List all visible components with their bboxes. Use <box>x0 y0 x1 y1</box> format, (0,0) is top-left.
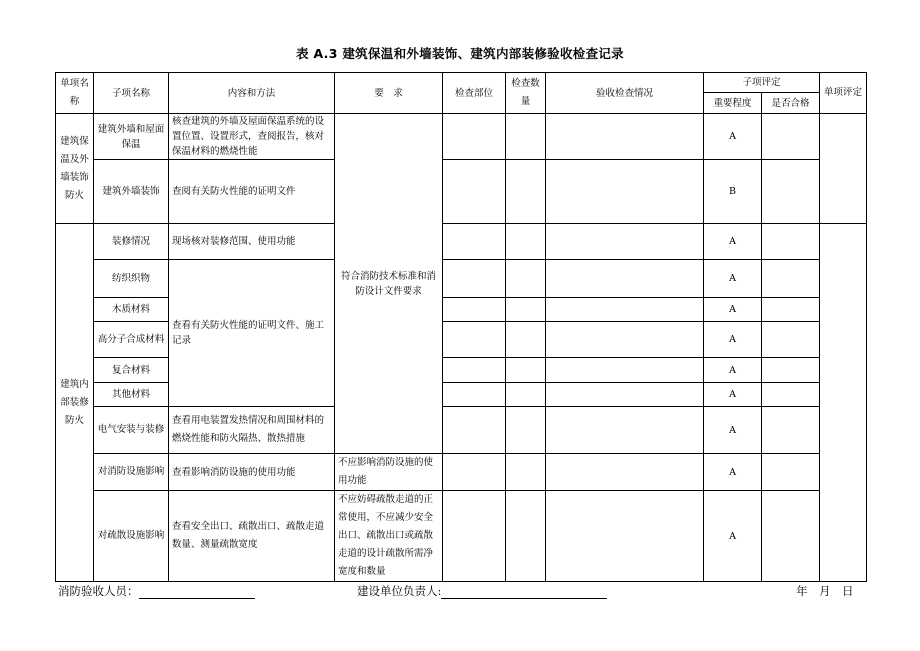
check-location-cell[interactable] <box>443 298 506 322</box>
table-row <box>56 407 867 454</box>
check-count-cell[interactable] <box>506 454 546 491</box>
sub-item-method: 查看有关防火性能的证明文件、施工记录 <box>169 260 335 407</box>
check-location-cell[interactable] <box>443 322 506 358</box>
check-count-cell[interactable] <box>506 322 546 358</box>
requirement-cell: 不应影响消防设施的使用功能 <box>335 454 443 491</box>
sub-item-name: 电气安装与装修 <box>94 407 169 454</box>
header-single-eval: 单项评定 <box>820 73 867 114</box>
qualified-cell[interactable] <box>762 491 820 582</box>
check-count-cell[interactable] <box>506 160 546 224</box>
check-count-cell[interactable] <box>506 383 546 407</box>
sub-item-method: 查阅有关防火性能的证明文件 <box>169 160 335 224</box>
qualified-cell[interactable] <box>762 358 820 383</box>
importance-cell: A <box>704 224 762 260</box>
check-count-cell[interactable] <box>506 298 546 322</box>
inspection-status-cell[interactable] <box>546 407 704 454</box>
importance-cell: A <box>704 454 762 491</box>
table-row <box>56 160 867 224</box>
check-location-cell[interactable] <box>443 491 506 582</box>
importance-cell: B <box>704 160 762 224</box>
qualified-cell[interactable] <box>762 298 820 322</box>
sub-item-name: 建筑外墙装饰 <box>94 160 169 224</box>
date-field: 年 月 日 <box>796 584 854 598</box>
inspection-status-cell[interactable] <box>546 224 704 260</box>
check-count-cell[interactable] <box>506 358 546 383</box>
check-location-cell[interactable] <box>443 160 506 224</box>
inspection-table <box>55 72 867 582</box>
sub-item-method: 现场核对装修范围、使用功能 <box>169 224 335 260</box>
check-location-cell[interactable] <box>443 407 506 454</box>
sub-item-name: 高分子合成材料 <box>94 322 169 358</box>
header-content-method: 内容和方法 <box>169 73 335 114</box>
inspector-signature-line[interactable] <box>139 586 255 599</box>
check-count-cell[interactable] <box>506 407 546 454</box>
check-location-cell[interactable] <box>443 454 506 491</box>
inspection-status-cell[interactable] <box>546 454 704 491</box>
requirement-cell: 不应妨碍疏散走道的正常使用，不应减少安全出口、疏散出口或疏散走道的设计疏散所需净宽度和数量 <box>335 491 443 582</box>
responsible-label: 建设单位负责人: <box>357 584 442 598</box>
check-location-cell[interactable] <box>443 224 506 260</box>
importance-cell: A <box>704 491 762 582</box>
qualified-cell[interactable] <box>762 407 820 454</box>
header-importance: 重要程度 <box>704 93 762 114</box>
importance-cell: A <box>704 358 762 383</box>
inspector-signature <box>58 583 255 599</box>
responsible-signature-line[interactable] <box>441 586 607 599</box>
header-check-count: 检查数量 <box>506 73 546 114</box>
check-count-cell[interactable] <box>506 114 546 160</box>
inspection-status-cell[interactable] <box>546 298 704 322</box>
sub-item-name: 对疏散设施影响 <box>94 491 169 582</box>
sub-item-name: 对消防设施影响 <box>94 454 169 491</box>
sub-item-method: 查看影响消防设施的使用功能 <box>169 454 335 491</box>
inspection-status-cell[interactable] <box>546 160 704 224</box>
inspector-label: 消防验收人员： <box>58 584 139 598</box>
qualified-cell[interactable] <box>762 160 820 224</box>
check-location-cell[interactable] <box>443 114 506 160</box>
qualified-cell[interactable] <box>762 322 820 358</box>
importance-cell: A <box>704 322 762 358</box>
page-title: 表 A.3 建筑保温和外墙装饰、建筑内部装修验收检查记录 <box>296 46 624 61</box>
header-single-name: 单项名称 <box>56 73 94 114</box>
header-requirement: 要 求 <box>335 73 443 114</box>
header-check-location: 检查部位 <box>443 73 506 114</box>
header-qualified: 是否合格 <box>762 93 820 114</box>
inspection-status-cell[interactable] <box>546 114 704 160</box>
sub-item-method: 核查建筑的外墙及屋面保温系统的设置位置、设置形式，查阅报告，核对保温材料的燃烧性能 <box>169 114 335 160</box>
sub-item-name: 木质材料 <box>94 298 169 322</box>
qualified-cell[interactable] <box>762 260 820 298</box>
sub-item-method: 查看安全出口、疏散出口、疏散走道数量、测量疏散宽度 <box>169 491 335 582</box>
sub-item-name: 其他材料 <box>94 383 169 407</box>
check-location-cell[interactable] <box>443 260 506 298</box>
inspection-status-cell[interactable] <box>546 491 704 582</box>
sub-item-name: 纺织织物 <box>94 260 169 298</box>
header-sub-name: 子项名称 <box>94 73 169 114</box>
sub-item-name: 建筑外墙和屋面保温 <box>94 114 169 160</box>
check-count-cell[interactable] <box>506 260 546 298</box>
inspection-status-cell[interactable] <box>546 260 704 298</box>
inspection-status-cell[interactable] <box>546 358 704 383</box>
importance-cell: A <box>704 114 762 160</box>
qualified-cell[interactable] <box>762 114 820 160</box>
table-row <box>56 491 867 582</box>
qualified-cell[interactable] <box>762 454 820 491</box>
check-count-cell[interactable] <box>506 224 546 260</box>
inspection-status-cell[interactable] <box>546 383 704 407</box>
header-inspection-status: 验收检查情况 <box>546 73 704 114</box>
single-eval-cell[interactable] <box>820 224 867 582</box>
group-label: 建筑内部装修防火 <box>56 224 94 582</box>
check-location-cell[interactable] <box>443 358 506 383</box>
inspection-status-cell[interactable] <box>546 322 704 358</box>
table-row <box>56 114 867 160</box>
check-location-cell[interactable] <box>443 383 506 407</box>
single-eval-cell[interactable] <box>820 114 867 224</box>
sub-item-name: 复合材料 <box>94 358 169 383</box>
group-label: 建筑保温及外墙装饰防火 <box>56 114 94 224</box>
importance-cell: A <box>704 298 762 322</box>
requirement-cell: 符合消防技术标准和消防设计文件要求 <box>335 114 443 454</box>
table-row <box>56 224 867 260</box>
check-count-cell[interactable] <box>506 491 546 582</box>
importance-cell: A <box>704 383 762 407</box>
sub-item-name: 装修情况 <box>94 224 169 260</box>
importance-cell: A <box>704 260 762 298</box>
header-sub-eval: 子项评定 <box>704 73 820 93</box>
sub-item-method: 查看用电装置发热情况和周围材料的燃烧性能和防火隔热、散热措施 <box>169 407 335 454</box>
importance-cell: A <box>704 407 762 454</box>
table-row <box>56 260 867 298</box>
qualified-cell[interactable] <box>762 224 820 260</box>
qualified-cell[interactable] <box>762 383 820 407</box>
table-row <box>56 454 867 491</box>
header-row <box>56 73 867 93</box>
responsible-signature <box>357 583 607 599</box>
